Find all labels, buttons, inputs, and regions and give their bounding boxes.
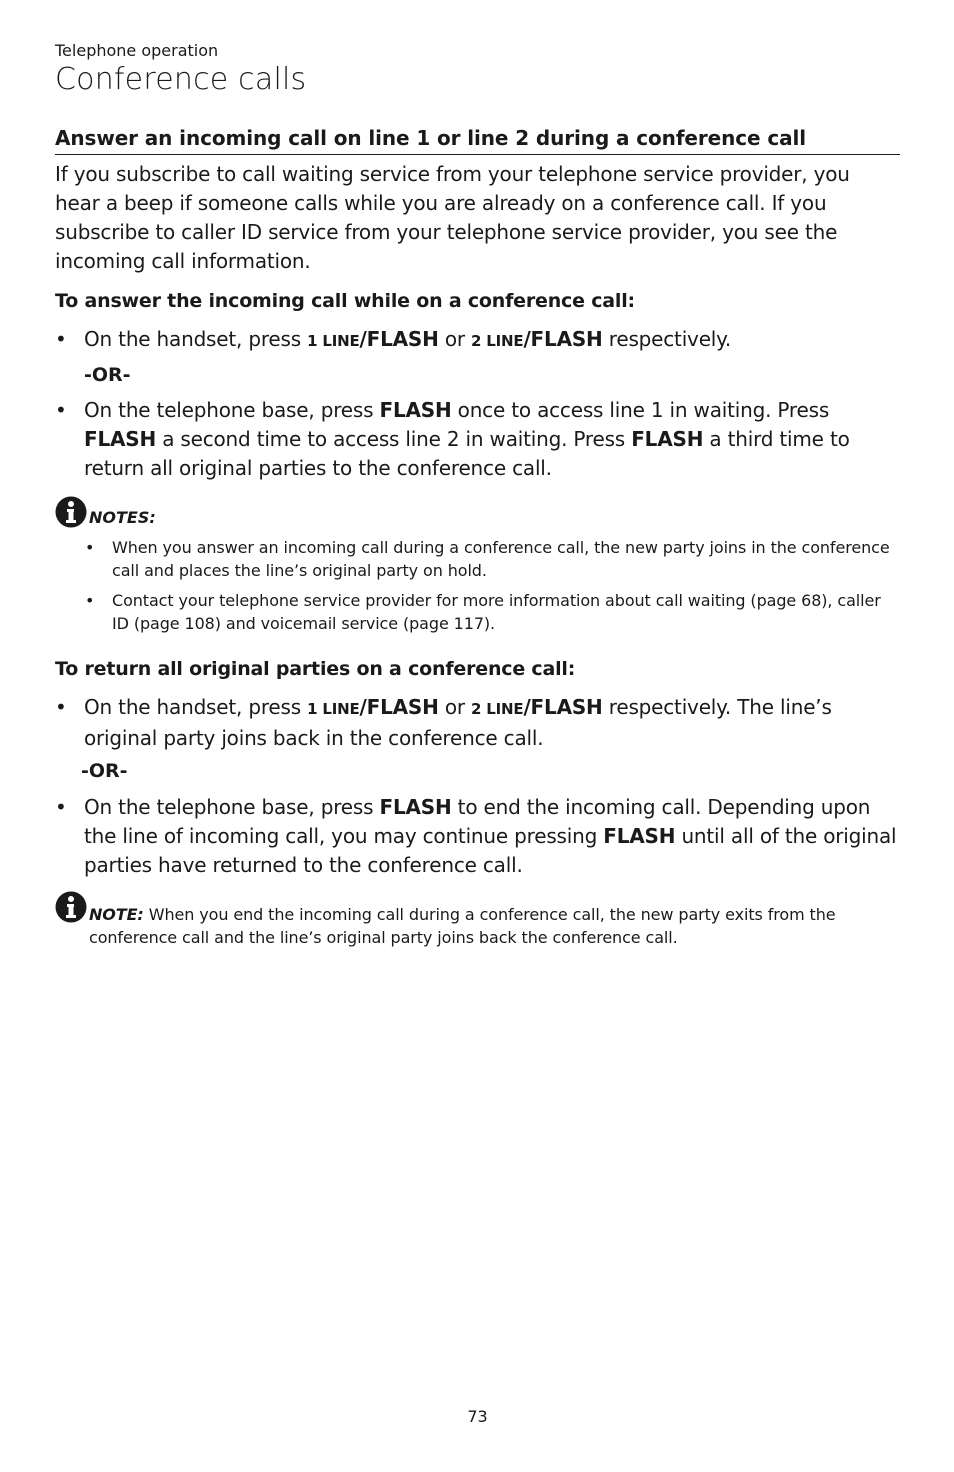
- line1-key-label: 1 LINE: [307, 700, 360, 718]
- line1-key-label: 1 LINE: [307, 332, 360, 350]
- notes-label: NOTES:: [89, 508, 156, 527]
- flash-key-label: /FLASH: [523, 695, 603, 719]
- note-item: • When you answer an incoming call during a conference call, the new party joins in the conference call and places the line’s original party on hold.: [85, 538, 890, 580]
- flash-key-label: /FLASH: [359, 327, 439, 351]
- bullet-dot: •: [55, 695, 67, 719]
- bullet-dot: •: [85, 538, 95, 557]
- return-subheading: To return all original parties on a conference call:: [55, 658, 576, 680]
- or-separator: -OR-: [81, 760, 128, 782]
- flash-key-label: /FLASH: [523, 327, 603, 351]
- bullet-dot: •: [55, 398, 67, 422]
- note-label: NOTE:: [89, 905, 144, 924]
- page-number: 73: [467, 1407, 488, 1426]
- bullet-dot: •: [85, 591, 95, 610]
- bullet-dot: •: [55, 327, 67, 351]
- page-title: Conference calls: [55, 62, 307, 97]
- note-item: • Contact your telephone service provider for more information about call waiting (page 68), caller ID (page 108) and voicemail service (page 117).: [85, 591, 881, 633]
- bullet-dot: •: [55, 795, 67, 819]
- info-icon: [55, 496, 87, 528]
- return-bullet-handset: • On the handset, press 1 LINE/FLASH or 2 LINE/FLASH respectively. The line’s original party joins back in the conference call.: [55, 695, 832, 750]
- line2-key-label: 2 LINE: [471, 700, 524, 718]
- answer-heading: Answer an incoming call on line 1 or line 2 during a conference call: [55, 126, 900, 155]
- line2-key-label: 2 LINE: [471, 332, 524, 350]
- flash-key-label: /FLASH: [359, 695, 439, 719]
- or-separator: -OR-: [84, 364, 131, 386]
- answer-bullet-handset: • On the handset, press 1 LINE/FLASH or 2 LINE/FLASH respectively.: [55, 325, 900, 356]
- answer-bullet-base: • On the telephone base, press FLASH once to access line 1 in waiting. Press FLASH a second time to access line 2 in waiting. Press FLASH a third time to return all original parties to the conference call.: [55, 398, 850, 480]
- info-icon: [55, 891, 87, 923]
- answer-subheading: To answer the incoming call while on a conference call:: [55, 290, 635, 312]
- section-label: Telephone operation: [55, 41, 219, 60]
- return-bullet-base: • On the telephone base, press FLASH to end the incoming call. Depending upon the line of incoming call, you may continue pressing FLASH until all of the original parties have returned to the conference call.: [55, 795, 897, 877]
- return-note: NOTE: When you end the incoming call during a conference call, the new party exits from the conference call and the line’s original party joins back the conference call.: [89, 905, 836, 947]
- intro-paragraph: If you subscribe to call waiting service from your telephone service provider, you hear a beep if someone calls while you are already on a conference call. If you subscribe to caller ID service from your telephone service provider, you see the incoming call information.: [55, 162, 850, 273]
